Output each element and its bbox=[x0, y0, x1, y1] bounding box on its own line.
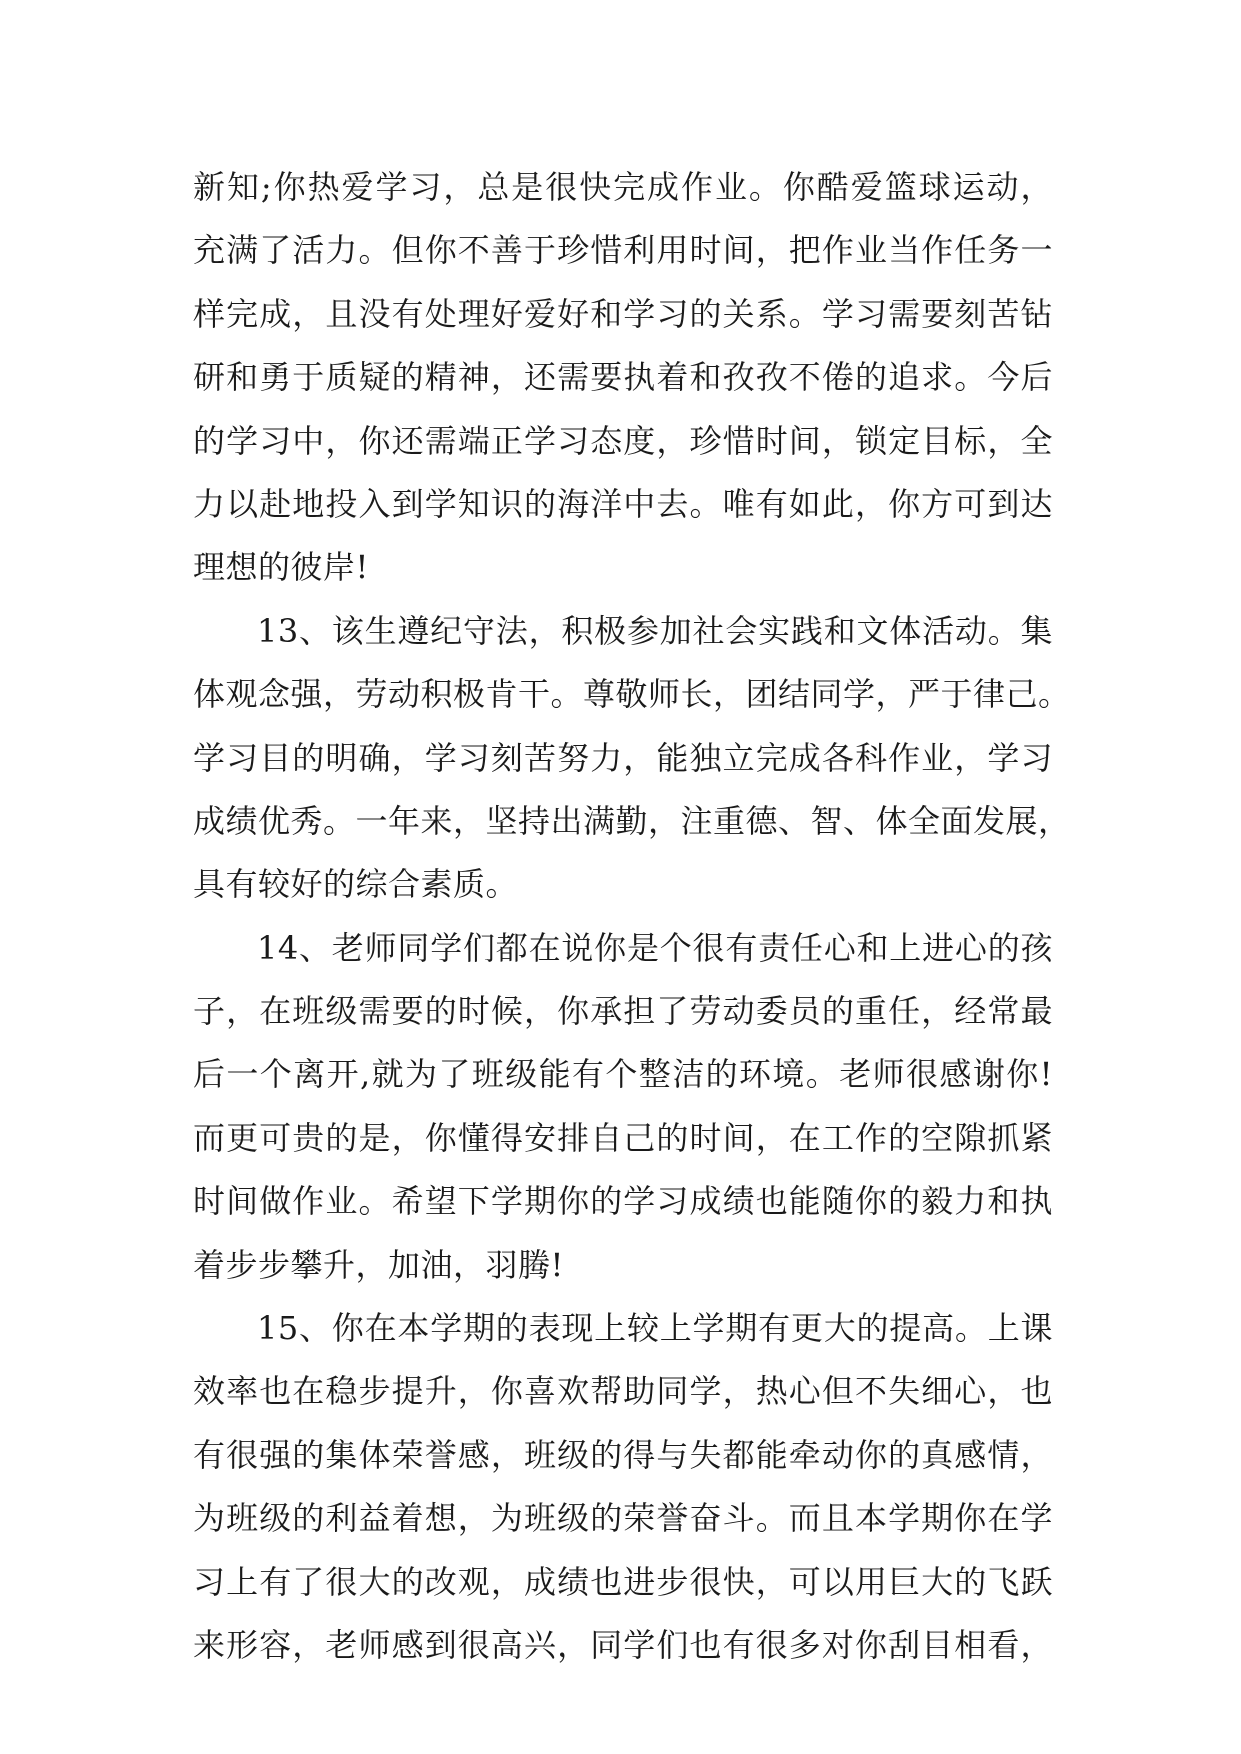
text-line: 13、该生遵纪守法，积极参加社会实践和文体活动。集 bbox=[257, 611, 1053, 650]
text-line: 的学习中，你还需端正学习态度，珍惜时间，锁定目标，全 bbox=[193, 421, 1053, 460]
text-line: 子，在班级需要的时候，你承担了劳动委员的重任，经常最 bbox=[193, 992, 1053, 1031]
text-line: 15、你在本学期的表现上较上学期有更大的提高。上课 bbox=[257, 1309, 1053, 1348]
text-line: 为班级的利益着想，为班级的荣誉奋斗。而且本学期你在学 bbox=[193, 1499, 1053, 1538]
text-line: 效率也在稳步提升，你喜欢帮助同学，热心但不失细心，也 bbox=[193, 1372, 1053, 1411]
body-text bbox=[193, 156, 1071, 1677]
text-line: 理想的彼岸! bbox=[193, 548, 369, 587]
text-line: 样完成，且没有处理好爱好和学习的关系。学习需要刻苦钻 bbox=[193, 294, 1053, 333]
text-line: 时间做作业。希望下学期你的学习成绩也能随你的毅力和执 bbox=[193, 1182, 1053, 1221]
text-line: 新知;你热爱学习，总是很快完成作业。你酷爱篮球运动， bbox=[193, 168, 1053, 206]
text-line: 有很强的集体荣誉感，班级的得与失都能牵动你的真感情， bbox=[193, 1435, 1053, 1474]
text-line: 成绩优秀。一年来，坚持出满勤，注重德、智、体全面发展， bbox=[193, 801, 1071, 840]
text-line: 习上有了很大的改观，成绩也进步很快，可以用巨大的飞跃 bbox=[193, 1562, 1053, 1601]
text-line: 后一个离开,就为了班级能有个整洁的环境。老师很感谢你! bbox=[193, 1055, 1053, 1094]
text-line: 14、老师同学们都在说你是个很有责任心和上进心的孩 bbox=[257, 928, 1053, 967]
text-line: 体观念强，劳动积极肯干。尊敬师长，团结同学，严于律己。 bbox=[193, 675, 1071, 714]
text-line: 具有较好的综合素质。 bbox=[193, 865, 519, 904]
text-line: 充满了活力。但你不善于珍惜利用时间，把作业当作任务一 bbox=[193, 231, 1053, 270]
text-line: 着步步攀升，加油，羽腾! bbox=[193, 1245, 564, 1284]
text-line: 研和勇于质疑的精神，还需要执着和孜孜不倦的追求。今后 bbox=[193, 358, 1053, 397]
text-line: 力以赴地投入到学知识的海洋中去。唯有如此，你方可到达 bbox=[193, 484, 1053, 523]
text-line: 学习目的明确，学习刻苦努力，能独立完成各科作业，学习 bbox=[193, 738, 1053, 777]
text-line: 而更可贵的是，你懂得安排自己的时间，在工作的空隙抓紧 bbox=[193, 1118, 1053, 1157]
text-line: 来形容，老师感到很高兴，同学们也有很多对你刮目相看， bbox=[193, 1625, 1053, 1664]
